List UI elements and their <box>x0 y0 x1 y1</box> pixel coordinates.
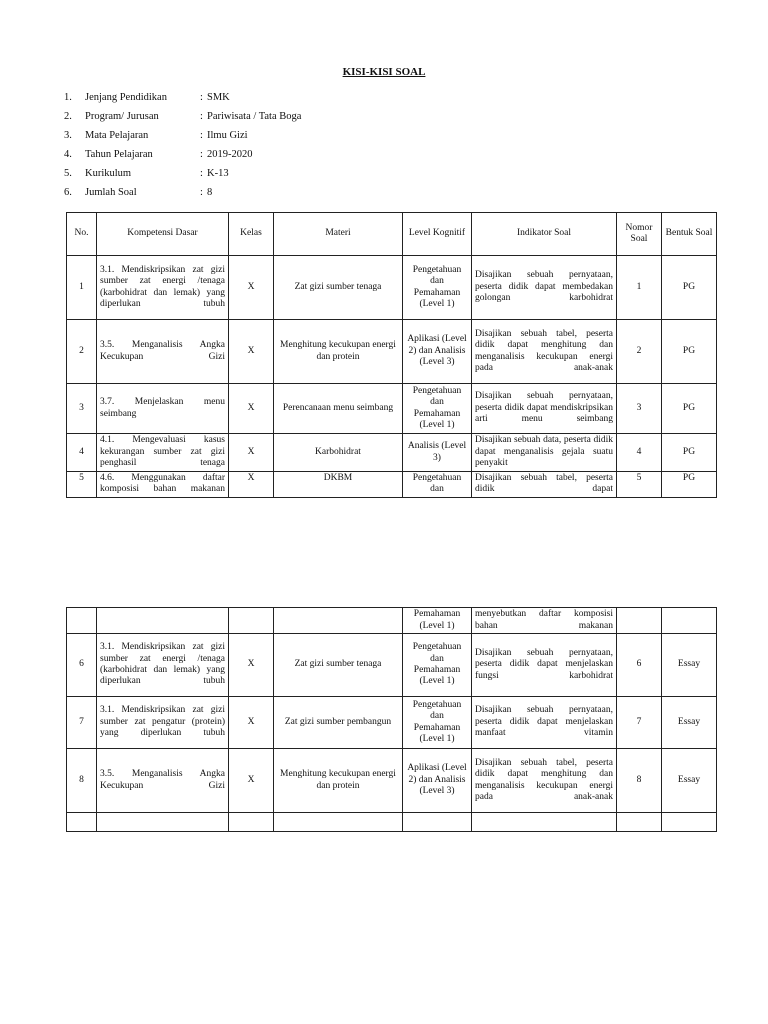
table-row-continuation <box>67 608 717 634</box>
cell-materi: DKBM <box>274 472 403 498</box>
cell-level-kognitif: Analisis (Level 3) <box>403 434 472 472</box>
cell-nomor-soal: 7 <box>617 697 662 749</box>
table-row <box>67 434 717 472</box>
info-number: 4. <box>64 149 72 160</box>
info-number: 2. <box>64 111 72 122</box>
cell-no: 7 <box>67 697 97 749</box>
cell-kompetensi-dasar: 3.5. Menganalisis Angka Kecukupan Gizi <box>97 320 229 384</box>
header-kompetensi-dasar: Kompetensi Dasar <box>97 213 229 256</box>
cell-no: 6 <box>67 634 97 697</box>
cell-nomor-soal: 4 <box>617 434 662 472</box>
cell-empty <box>229 813 274 832</box>
cell-kompetensi-dasar: 4.6. Menggunakan daftar komposisi bahan makanan <box>97 472 229 498</box>
info-value: 2019-2020 <box>207 149 253 160</box>
table-row <box>67 384 717 434</box>
cell-level-kognitif: Pengetahuan dan Pemahaman (Level 1) <box>403 384 472 434</box>
info-number: 3. <box>64 130 72 141</box>
page-title: KISI-KISI SOAL <box>342 66 426 78</box>
info-colon: : <box>200 187 203 198</box>
table-row <box>67 320 717 384</box>
cell-empty <box>617 608 662 634</box>
cell-indikator-soal: Disajikan sebuah tabel, peserta didik dapat menghitung dan menganalisis kecukupan energi pada anak-anak <box>472 320 617 384</box>
info-value: SMK <box>207 92 230 103</box>
cell-empty <box>662 813 717 832</box>
info-label: Tahun Pelajaran <box>85 149 153 160</box>
cell-level-kognitif: Pengetahuan dan <box>403 472 472 498</box>
header-no: No. <box>67 213 97 256</box>
cell-indikator-soal: Disajikan sebuah pernyataan, peserta didik dapat membedakan golongan karbohidrat <box>472 256 617 320</box>
cell-bentuk-soal: Essay <box>662 697 717 749</box>
info-colon: : <box>200 111 203 122</box>
cell-kompetensi-dasar: 3.1. Mendiskripsikan zat gizi sumber zat pengatur (protein) yang diperlukan tubuh <box>97 697 229 749</box>
cell-kompetensi-dasar: 3.7. Menjelaskan menu seimbang <box>97 384 229 434</box>
cell-kelas: X <box>229 256 274 320</box>
info-value: K-13 <box>207 168 229 179</box>
info-label: Jumlah Soal <box>85 187 137 198</box>
cell-indikator-soal: menyebutkan daftar komposisi bahan makanan <box>472 608 617 634</box>
cell-materi: Perencanaan menu seimbang <box>274 384 403 434</box>
cell-kompetensi-dasar: 4.1. Mengevaluasi kasus kekurangan sumber zat gizi penghasil tenaga <box>97 434 229 472</box>
cell-empty <box>274 813 403 832</box>
cell-bentuk-soal: PG <box>662 256 717 320</box>
cell-bentuk-soal: Essay <box>662 749 717 813</box>
info-number: 1. <box>64 92 72 103</box>
cell-bentuk-soal: PG <box>662 320 717 384</box>
cell-level-kognitif: Pengetahuan dan Pemahaman (Level 1) <box>403 697 472 749</box>
header-bentuk-soal: Bentuk Soal <box>662 213 717 256</box>
cell-nomor-soal: 3 <box>617 384 662 434</box>
table-row <box>67 749 717 813</box>
cell-empty <box>97 608 229 634</box>
cell-indikator-soal: Disajikan sebuah tabel, peserta didik dapat menghitung dan menganalisis kecukupan energi pada anak-anak <box>472 749 617 813</box>
info-label: Program/ Jurusan <box>85 111 159 122</box>
info-value: Ilmu Gizi <box>207 130 248 141</box>
cell-no: 2 <box>67 320 97 384</box>
cell-level-kognitif: Pengetahuan dan Pemahaman (Level 1) <box>403 634 472 697</box>
header-materi: Materi <box>274 213 403 256</box>
table-header-row <box>67 213 717 256</box>
cell-nomor-soal: 8 <box>617 749 662 813</box>
cell-materi: Zat gizi sumber tenaga <box>274 634 403 697</box>
header-level-kognitif: Level Kognitif <box>403 213 472 256</box>
cell-materi: Karbohidrat <box>274 434 403 472</box>
cell-materi: Zat gizi sumber tenaga <box>274 256 403 320</box>
info-label: Jenjang Pendidikan <box>85 92 167 103</box>
cell-materi: Menghitung kecukupan energi dan protein <box>274 749 403 813</box>
cell-level-kognitif: Aplikasi (Level 2) dan Analisis (Level 3) <box>403 320 472 384</box>
table-row <box>67 472 717 498</box>
cell-kompetensi-dasar: 3.1. Mendiskripsikan zat gizi sumber zat energi /tenaga (karbohidrat dan lemak) yang diperlukan tubuh <box>97 634 229 697</box>
header-kelas: Kelas <box>229 213 274 256</box>
info-label: Mata Pelajaran <box>85 130 149 141</box>
cell-kelas: X <box>229 434 274 472</box>
cell-empty <box>472 813 617 832</box>
cell-kelas: X <box>229 384 274 434</box>
kisi-kisi-table <box>66 212 717 498</box>
info-colon: : <box>200 92 203 103</box>
info-value: Pariwisata / Tata Boga <box>207 111 302 122</box>
table-row <box>67 697 717 749</box>
table-row <box>67 256 717 320</box>
cell-bentuk-soal: PG <box>662 384 717 434</box>
cell-no: 8 <box>67 749 97 813</box>
cell-kelas: X <box>229 320 274 384</box>
info-number: 6. <box>64 187 72 198</box>
cell-no: 1 <box>67 256 97 320</box>
info-label: Kurikulum <box>85 168 132 179</box>
cell-indikator-soal: Disajikan sebuah pernyataan, peserta didik dapat mendiskripsikan arti menu seimbang <box>472 384 617 434</box>
info-colon: : <box>200 168 203 179</box>
table-row <box>67 634 717 697</box>
cell-bentuk-soal: PG <box>662 434 717 472</box>
info-colon: : <box>200 130 203 141</box>
cell-kompetensi-dasar: 3.1. Mendiskripsikan zat gizi sumber zat energi /tenaga (karbohidrat dan lemak) yang diperlukan tubuh <box>97 256 229 320</box>
cell-level-kognitif: Aplikasi (Level 2) dan Analisis (Level 3) <box>403 749 472 813</box>
cell-indikator-soal: Disajikan sebuah tabel, peserta didik dapat <box>472 472 617 498</box>
cell-no: 4 <box>67 434 97 472</box>
kisi-kisi-table-continued <box>66 607 717 832</box>
cell-kelas: X <box>229 634 274 697</box>
cell-materi: Zat gizi sumber pembangun <box>274 697 403 749</box>
cell-indikator-soal: Disajikan sebuah pernyataan, peserta didik dapat menjelaskan manfaat vitamin <box>472 697 617 749</box>
cell-no: 5 <box>67 472 97 498</box>
cell-kompetensi-dasar: 3.5. Menganalisis Angka Kecukupan Gizi <box>97 749 229 813</box>
header-indikator-soal: Indikator Soal <box>472 213 617 256</box>
info-value: 8 <box>207 187 213 198</box>
cell-bentuk-soal: Essay <box>662 634 717 697</box>
cell-empty <box>403 813 472 832</box>
cell-empty <box>229 608 274 634</box>
cell-nomor-soal: 1 <box>617 256 662 320</box>
cell-kelas: X <box>229 472 274 498</box>
header-nomor-soal: Nomor Soal <box>617 213 662 256</box>
cell-nomor-soal: 2 <box>617 320 662 384</box>
cell-no: 3 <box>67 384 97 434</box>
cell-indikator-soal: Disajikan sebuah data, peserta didik dapat menganalisis gejala suatu penyakit <box>472 434 617 472</box>
cell-level-kognitif: Pemahaman (Level 1) <box>403 608 472 634</box>
cell-empty <box>67 608 97 634</box>
cell-empty <box>274 608 403 634</box>
cell-nomor-soal: 6 <box>617 634 662 697</box>
cell-level-kognitif: Pengetahuan dan Pemahaman (Level 1) <box>403 256 472 320</box>
cell-empty <box>617 813 662 832</box>
cell-bentuk-soal: PG <box>662 472 717 498</box>
info-colon: : <box>200 149 203 160</box>
cell-empty <box>97 813 229 832</box>
table-row-empty <box>67 813 717 832</box>
cell-empty <box>662 608 717 634</box>
cell-empty <box>67 813 97 832</box>
cell-materi: Menghitung kecukupan energi dan protein <box>274 320 403 384</box>
cell-nomor-soal: 5 <box>617 472 662 498</box>
cell-kelas: X <box>229 749 274 813</box>
cell-indikator-soal: Disajikan sebuah pernyataan, peserta didik dapat menjelaskan fungsi karbohidrat <box>472 634 617 697</box>
cell-kelas: X <box>229 697 274 749</box>
info-number: 5. <box>64 168 72 179</box>
